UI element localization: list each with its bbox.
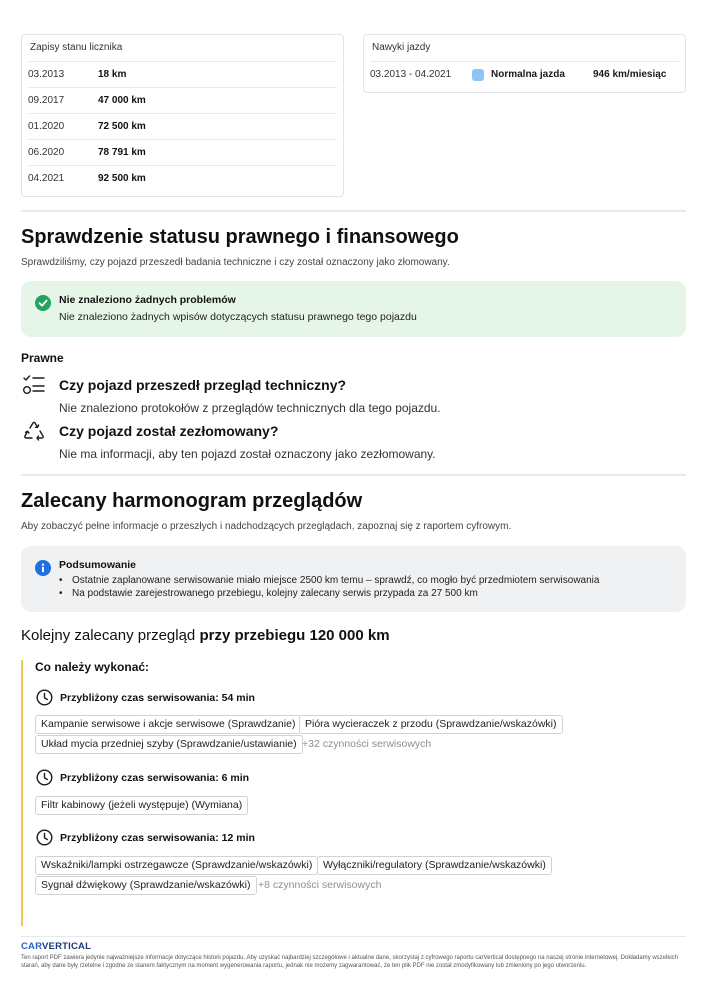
record-date: 04.2021 [28, 173, 65, 184]
check-circle-icon [35, 295, 51, 311]
info-icon [35, 560, 51, 576]
service-tag: Wyłączniki/regulatory (Sprawdzanie/wskazówki) [317, 856, 552, 875]
footer-divider [21, 936, 686, 937]
clock-icon [36, 689, 53, 706]
table-row [28, 61, 337, 87]
habits-title: Nawyki jazdy [372, 42, 431, 53]
record-date: 01.2020 [28, 121, 65, 132]
record-date: 09.2017 [28, 95, 65, 106]
driving-habits-card [363, 34, 686, 93]
service-tag: Wskaźniki/lampki ostrzegawcze (Sprawdzanie/wskazówki) [35, 856, 318, 875]
legal-section-subtitle: Sprawdziliśmy, czy pojazd przeszedł badania techniczne i czy został oznaczony jako złomowany. [21, 257, 450, 268]
clock-icon [36, 829, 53, 846]
record-date: 06.2020 [28, 147, 65, 158]
next-service-mileage: przy przebiegu 120 000 km [199, 627, 390, 644]
footer-disclaimer: Ten raport PDF zawiera jedynie najważniejsze informacje dotyczące historii pojazdu. Aby uzyskać najbardziej szczegółowe i aktualne dane, skorzystaj z cyfrowego raportu carVertical dostępnego na naszej stronie internetowej. Dokładamy wszelkich starań, aby dane były rzetelne i zgodne ze stanem faktycznym na moment wygenerowania raportu, jednak nie możemy zagwarantować, że ten plik PDF nie został zmodyfikowany lub zmieniony po jego utworzeniu. [21, 955, 678, 969]
legal-category-label: Prawne [21, 351, 64, 365]
summary-list [59, 575, 599, 601]
table-row [28, 87, 337, 113]
table-row [28, 139, 337, 165]
summary-item-text: Na podstawie zarejestrowanego przebiegu, kolejny zalecany serwis przypada za 27 500 km [72, 588, 478, 599]
record-value: 92 500 km [98, 173, 146, 184]
record-date: 03.2013 [28, 69, 65, 80]
service-group-header [36, 769, 249, 786]
service-section-subtitle: Aby zobaczyć pełne informacje o przeszłych i nadchodzących przeglądach, zapoznaj się z raportem cyfrowym. [21, 521, 512, 532]
summary-title: Podsumowanie [59, 559, 137, 571]
next-service-prefix: Kolejny zalecany przegląd [21, 627, 196, 644]
brand-logo-vertical: VERTICAL [42, 941, 92, 952]
clock-icon [36, 769, 53, 786]
service-tag: Układ mycia przedniej szyby (Sprawdzanie/ustawianie) [35, 735, 303, 754]
recycle-icon [22, 420, 46, 444]
habits-value: 946 km/miesiąc [593, 69, 667, 80]
todo-accent-line [21, 660, 23, 926]
more-services-count: +32 czynności serwisowych [302, 738, 432, 750]
section-divider [21, 210, 686, 212]
service-tag: Kampanie serwisowe i akcje serwisowe (Sprawdzanie) [35, 715, 301, 734]
record-value: 18 km [98, 69, 127, 80]
inspection-answer: Nie znaleziono protokołów z przeglądów technicznych dla tego pojazdu. [59, 401, 441, 415]
habits-swatch [472, 69, 484, 81]
brand-logo [21, 941, 91, 952]
brand-logo-car: CAR [21, 941, 43, 952]
habits-period: 03.2013 - 04.2021 [370, 69, 452, 80]
record-value: 47 000 km [98, 95, 146, 106]
service-group-header [36, 689, 255, 706]
service-tag: Filtr kabinowy (jeżeli występuje) (Wymiana) [35, 796, 248, 815]
table-row [28, 165, 337, 191]
no-problems-alert [21, 281, 686, 337]
section-divider [21, 474, 686, 476]
more-services-count: +8 czynności serwisowych [258, 879, 382, 891]
habits-label: Normalna jazda [491, 69, 565, 80]
ok-text: Nie znaleziono żadnych wpisów dotyczących statusu prawnego tego pojazdu [59, 311, 417, 323]
list-item: • Ostatnie zaplanowane serwisowanie miało miejsce 2500 km temu – sprawdź, co mogło być przedmiotem serwisowania [59, 575, 600, 586]
list-item: • Na podstawie zarejestrowanego przebiegu, kolejny zalecany serwis przypada za 27 500 km [59, 588, 478, 599]
service-time: Przybliżony czas serwisowania: 12 min [60, 831, 255, 844]
summary-item-text: Ostatnie zaplanowane serwisowanie miało miejsce 2500 km temu – sprawdź, co mogło być przedmiotem serwisowania [72, 575, 600, 586]
record-value: 72 500 km [98, 121, 146, 132]
ok-title: Nie znaleziono żadnych problemów [59, 294, 236, 306]
table-row [28, 113, 337, 139]
service-tag: Pióra wycieraczek z przodu (Sprawdzanie/wskazówki) [299, 715, 563, 734]
scrapped-answer: Nie ma informacji, aby ten pojazd został oznaczony jako zezłomowany. [59, 447, 436, 461]
summary-box [21, 546, 686, 612]
service-time: Przybliżony czas serwisowania: 6 min [60, 771, 250, 784]
habits-row [370, 61, 679, 87]
odometer-title: Zapisy stanu licznika [30, 42, 123, 53]
todo-label: Co należy wykonać: [35, 660, 150, 674]
service-time: Przybliżony czas serwisowania: 54 min [60, 691, 255, 704]
legal-section-title: Sprawdzenie statusu prawnego i finansowego [21, 226, 459, 248]
checklist-icon [22, 374, 46, 396]
record-value: 78 791 km [98, 147, 146, 158]
service-tag: Sygnał dźwiękowy (Sprawdzanie/wskazówki) [35, 876, 257, 895]
scrapped-question: Czy pojazd został zezłomowany? [59, 423, 279, 439]
service-section-title: Zalecany harmonogram przeglądów [21, 490, 363, 512]
odometer-card [21, 34, 344, 197]
next-service-heading [21, 627, 390, 644]
inspection-question: Czy pojazd przeszedł przegląd techniczny? [59, 377, 347, 393]
service-group-header [36, 829, 255, 846]
